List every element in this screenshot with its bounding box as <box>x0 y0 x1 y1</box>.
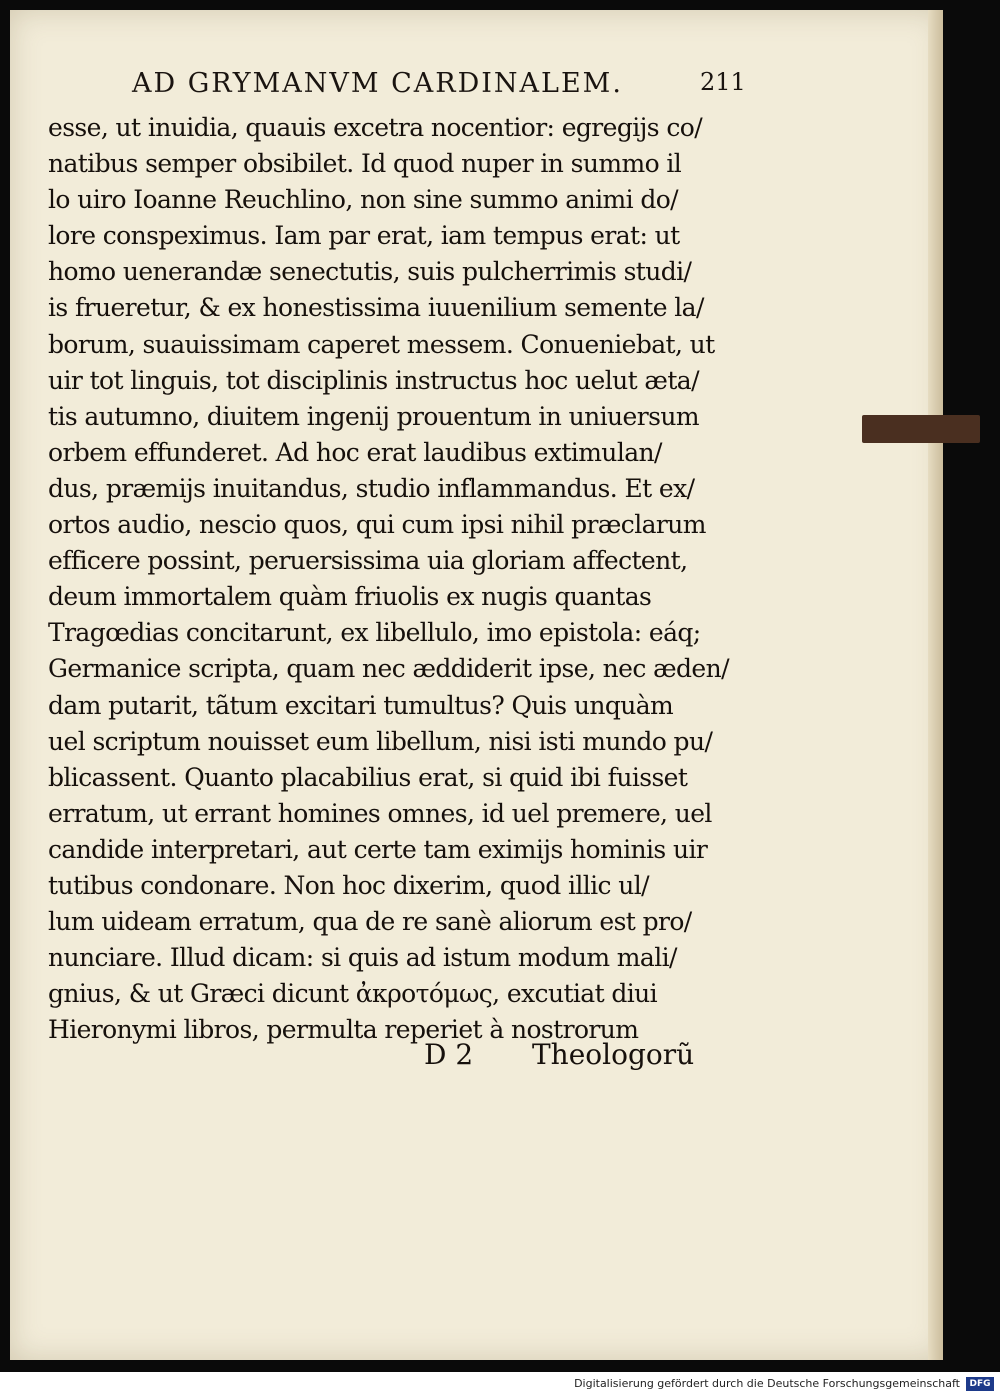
text-line: Tragœdias concitarunt, ex libellulo, imo epistola: eáq; <box>48 618 701 648</box>
text-line: lum uideam erratum, qua de re sanè aliorum est pro/ <box>48 907 692 937</box>
text-line: blicassent. Quanto placabilius erat, si quid ibi fuisset <box>48 762 688 792</box>
page-number: 211 <box>700 68 746 96</box>
text-line: lore conspeximus. Iam par erat, iam tempus erat: ut <box>48 221 680 251</box>
signature-mark: D 2 <box>424 1038 474 1071</box>
text-line: tutibus condonare. Non hoc dixerim, quod illic ul/ <box>48 870 649 900</box>
text-line: nunciare. Illud dicam: si quis ad istum modum mali/ <box>48 943 677 973</box>
bookmark-tab <box>862 415 980 443</box>
text-line: natibus semper obsibilet. Id quod nuper in summo il <box>48 149 682 179</box>
text-line: Hieronymi libros, permulta reperiet à nostrorum <box>48 1015 639 1045</box>
body-text <box>48 110 729 1048</box>
footer-bar <box>0 1372 1000 1396</box>
text-line: lo uiro Ioanne Reuchlino, non sine summo animi do/ <box>48 185 679 215</box>
page-foot <box>424 1038 724 1078</box>
text-line: Germanice scripta, quam nec æddiderit ipse, nec æden/ <box>48 654 729 684</box>
text-line: tis autumno, diuitem ingenij prouentum in uniuersum <box>48 401 699 431</box>
text-line: is frueretur, & ex honestissima iuuenilium semente la/ <box>48 293 704 323</box>
catchword: Theologorũ <box>532 1038 695 1071</box>
funding-credit: Digitalisierung gefördert durch die Deutsche Forschungsgemeinschaft <box>574 1377 960 1390</box>
text-line: homo uenerandæ senectutis, suis pulcherrimis studi/ <box>48 257 692 287</box>
text-line: efficere possint, peruersissima uia gloriam affectent, <box>48 546 688 576</box>
text-line: candide interpretari, aut certe tam eximijs hominis uir <box>48 834 708 864</box>
page-edge <box>928 10 943 1360</box>
text-line: dus, præmijs inuitandus, studio inflammandus. Et ex/ <box>48 473 695 503</box>
running-title: AD GRYMANVM CARDINALEM. <box>132 68 623 99</box>
text-line: orbem effunderet. Ad hoc erat laudibus extimulan/ <box>48 437 662 467</box>
text-line: erratum, ut errant homines omnes, id uel premere, uel <box>48 798 712 828</box>
text-line: gnius, & ut Græci dicunt ἀκροτόμως, excutiat diui <box>48 979 658 1009</box>
running-header <box>132 68 746 108</box>
text-line: esse, ut inuidia, quauis excetra nocentior: egregijs co/ <box>48 113 703 142</box>
text-line: uir tot linguis, tot disciplinis instructus hoc uelut æta/ <box>48 365 699 395</box>
text-line: borum, suauissimam caperet messem. Conueniebat, ut <box>48 329 715 359</box>
text-line: deum immortalem quàm friuolis ex nugis quantas <box>48 582 652 612</box>
dfg-logo: DFG <box>966 1377 994 1391</box>
text-line: ortos audio, nescio quos, qui cum ipsi nihil præclarum <box>48 510 706 540</box>
text-line: dam putarit, tãtum excitari tumultus? Quis unquàm <box>48 690 674 720</box>
text-line: uel scriptum nouisset eum libellum, nisi isti mundo pu/ <box>48 726 713 756</box>
